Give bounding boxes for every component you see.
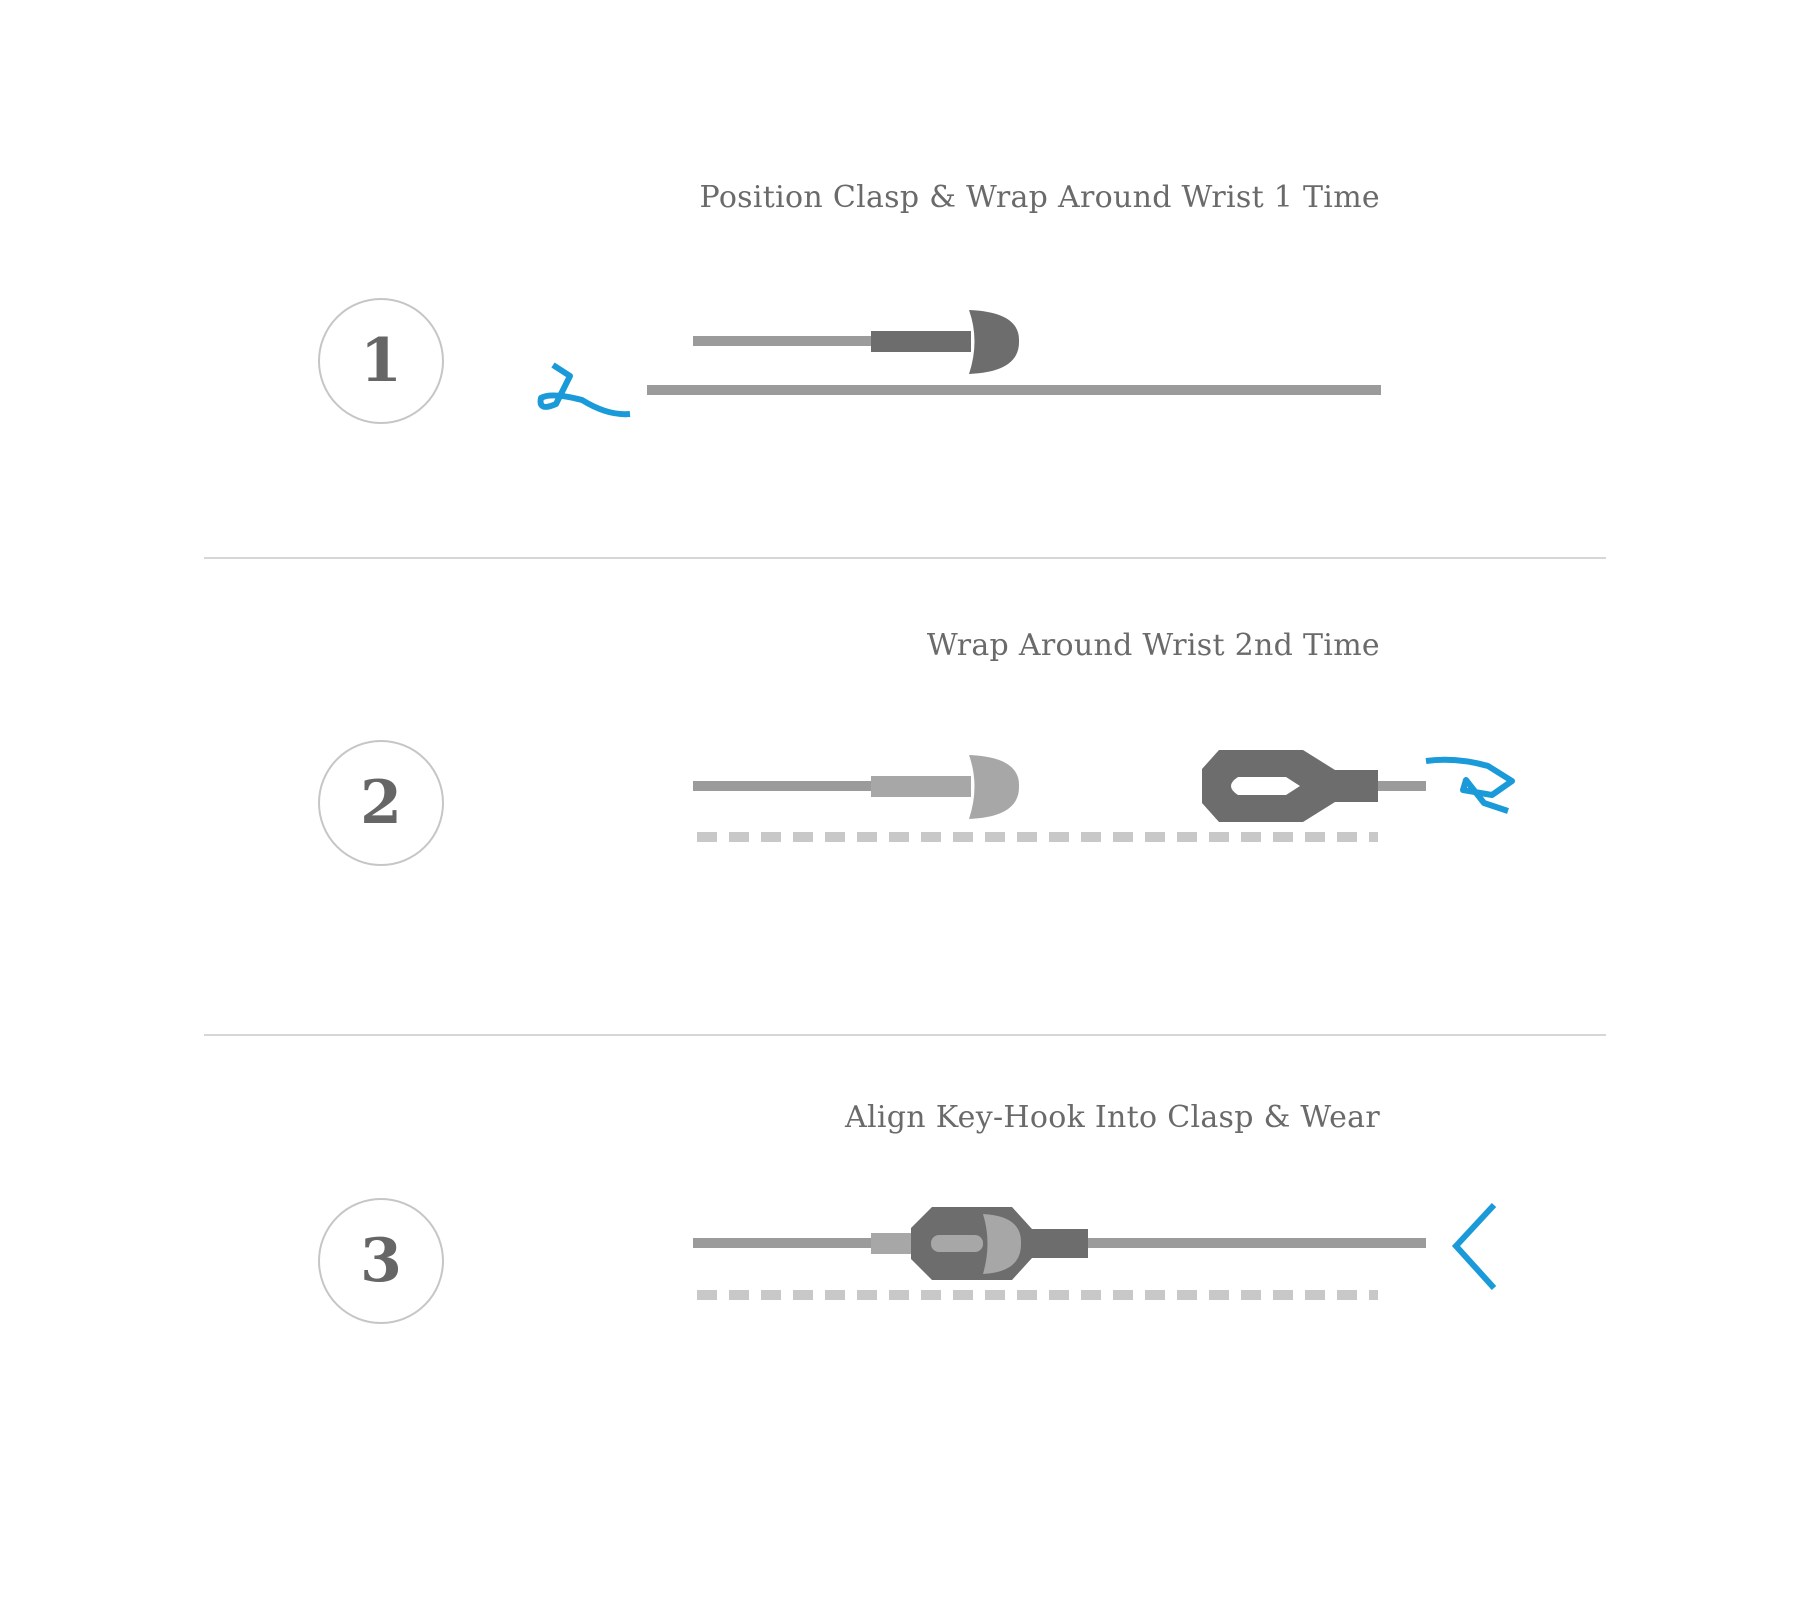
key-hook-shank: [871, 331, 971, 352]
divider-2: [204, 1034, 1606, 1036]
step-3-title: Align Key-Hook Into Clasp & Wear: [845, 1100, 1380, 1135]
step-2-illustration: [0, 720, 1800, 960]
step-3-number-badge: 3: [318, 1198, 444, 1324]
key-hook-shank-inserted: [931, 1235, 983, 1252]
step-1-illustration: [0, 250, 1800, 490]
key-hook-head-icon: [969, 755, 1019, 819]
step-1-title: Position Clasp & Wrap Around Wrist 1 Time: [699, 180, 1380, 215]
divider-1: [204, 557, 1606, 559]
step-2-title: Wrap Around Wrist 2nd Time: [926, 628, 1380, 663]
wrap-direction-arrow-icon: [541, 365, 630, 414]
key-hook-shank: [871, 776, 971, 797]
step-3-illustration: [0, 1170, 1800, 1410]
chevron-left-icon: [1456, 1205, 1494, 1288]
clasp-slot: [1231, 777, 1300, 795]
step-2-number-badge: 2: [318, 740, 444, 866]
wrap-direction-arrow-icon: [1426, 760, 1512, 811]
key-hook-shank: [871, 1233, 911, 1254]
key-hook-head-icon: [969, 310, 1019, 374]
step-1-number-badge: 1: [318, 298, 444, 424]
